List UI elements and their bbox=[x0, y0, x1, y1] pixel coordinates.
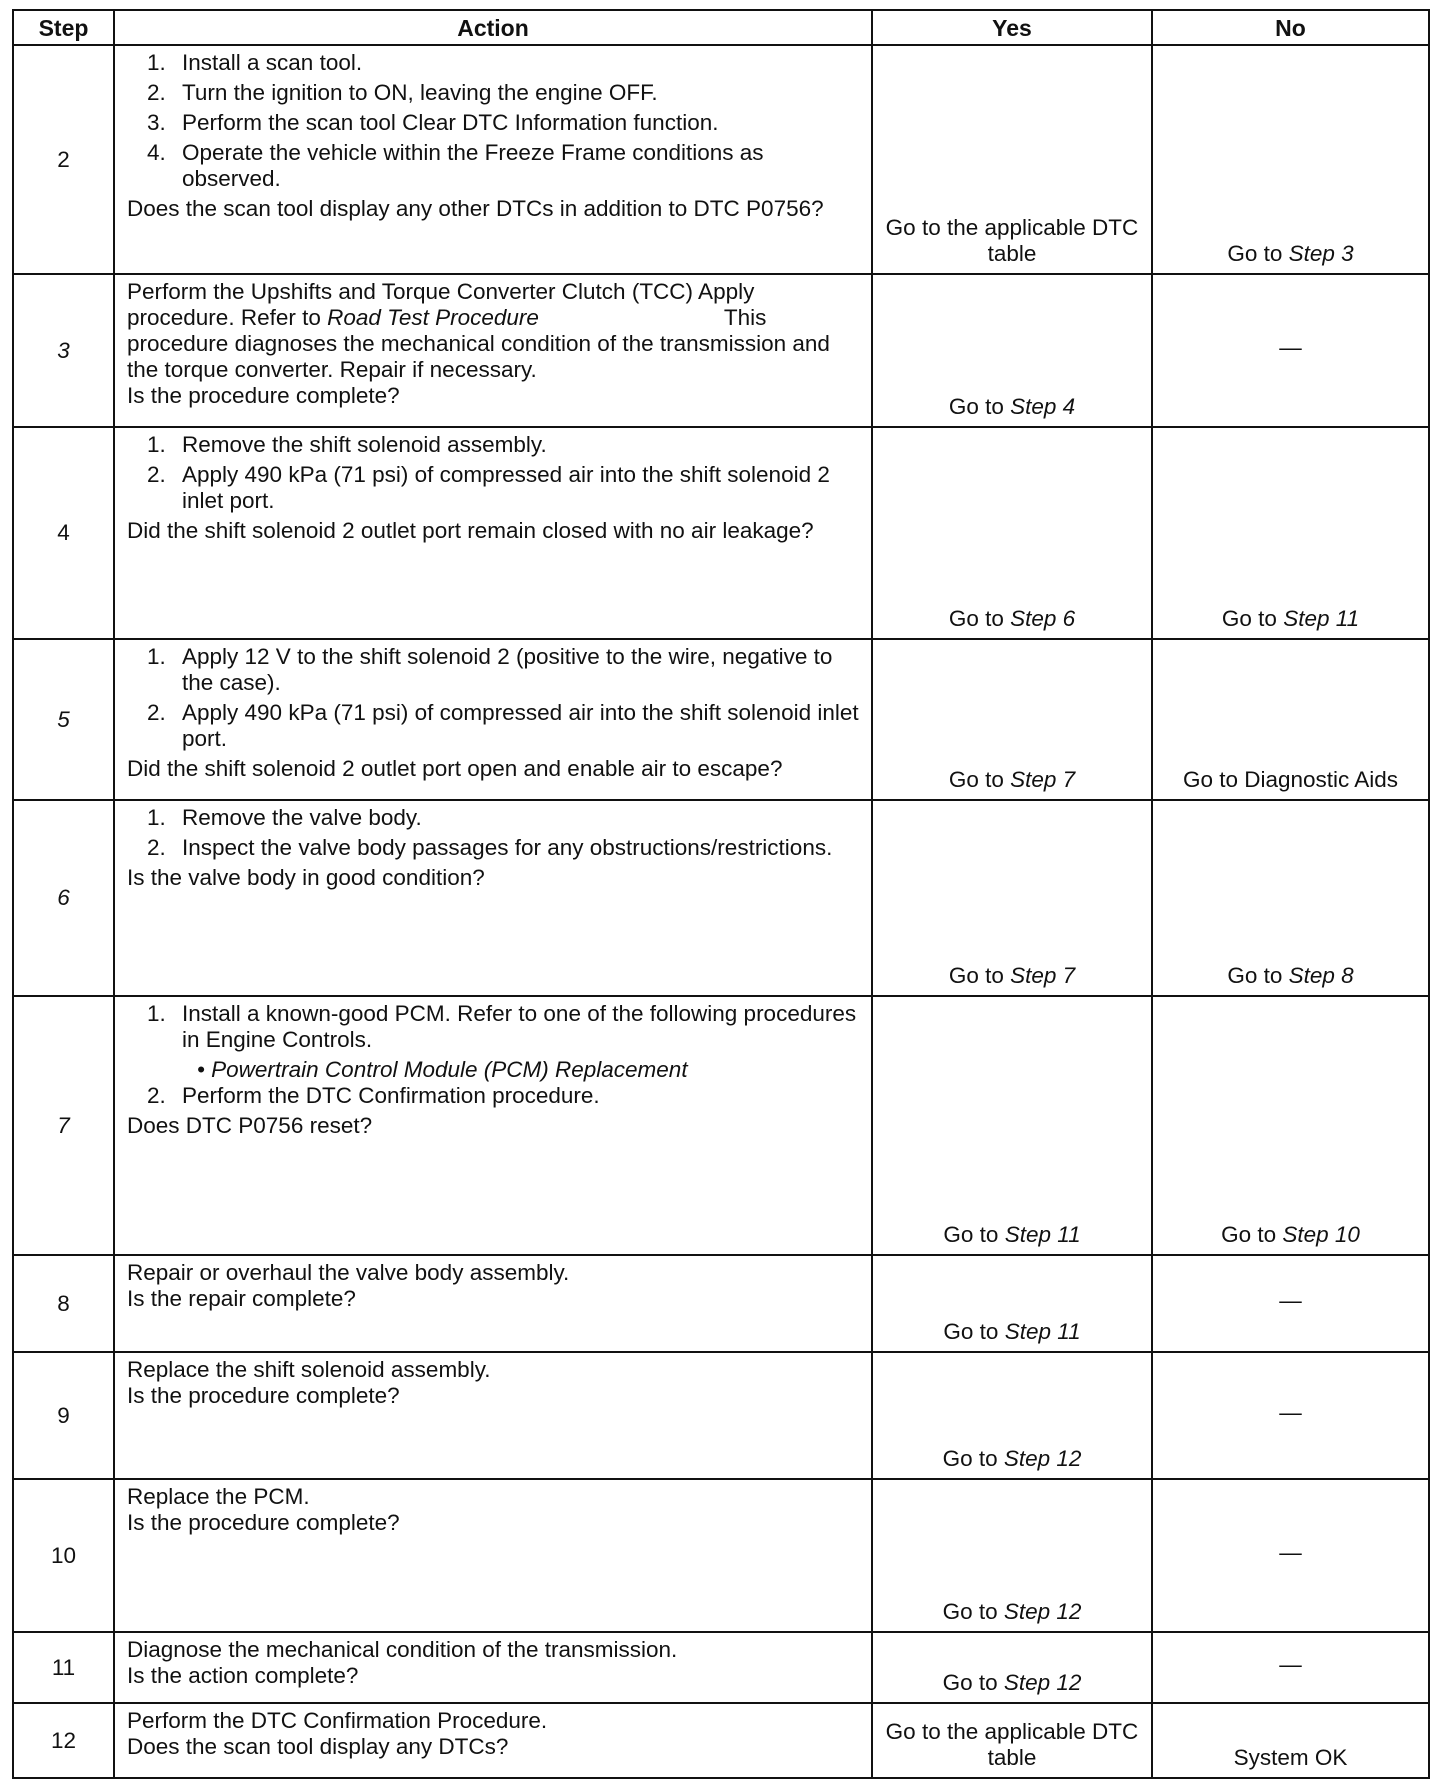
step-number: 2 bbox=[13, 45, 114, 274]
header-action: Action bbox=[114, 10, 872, 45]
yes-cell bbox=[872, 427, 1152, 639]
table-row bbox=[13, 639, 1429, 800]
road-test-link[interactable]: Road Test Procedure bbox=[327, 305, 539, 330]
table-row bbox=[13, 1352, 1429, 1479]
table-row bbox=[13, 1479, 1429, 1632]
step-number: 5 bbox=[13, 639, 114, 800]
step-number: 7 bbox=[13, 996, 114, 1255]
question: Is the repair complete? bbox=[127, 1286, 356, 1311]
question: Is the valve body in good condition? bbox=[127, 865, 485, 890]
step-link[interactable]: Step 8 bbox=[1288, 963, 1354, 988]
header-step: Step bbox=[13, 10, 114, 45]
yes-cell: Go to the applicable DTC table bbox=[872, 1703, 1152, 1778]
step-link[interactable]: Step 12 bbox=[1003, 1670, 1082, 1695]
action-cell: 1. Install a known-good PCM. Refer to one of the following procedures in Engine Controls. • Powertrain Control Module (PCM) Replacement 2. Perform the DTC Confirmation procedure. Does DTC P0756 reset? bbox=[114, 996, 872, 1255]
step-link[interactable]: Step 11 bbox=[1004, 1319, 1081, 1344]
yes-prefix: Go to bbox=[948, 767, 1011, 792]
step-link[interactable]: Step 7 bbox=[1010, 767, 1076, 792]
no-cell: — bbox=[1152, 1255, 1429, 1352]
action-text: Perform the Upshifts and Torque Converter Clutch (TCC) Apply procedure. Refer to bbox=[127, 279, 755, 330]
action-cell: 1. Remove the shift solenoid assembly. 2. Apply 490 kPa (71 psi) of compressed air into the shift solenoid 2 inlet port. Did the shift solenoid 2 outlet port remain closed with no air leakage? bbox=[114, 427, 872, 639]
question: Did the shift solenoid 2 outlet port open and enable air to escape? bbox=[127, 756, 783, 781]
step-number: 4 bbox=[13, 427, 114, 639]
action-cell bbox=[114, 1632, 872, 1703]
table-row bbox=[13, 996, 1429, 1255]
yes-prefix: Go to bbox=[943, 1222, 1005, 1247]
action-item: Apply 12 V to the shift solenoid 2 (positive to the wire, negative to the case). bbox=[182, 644, 833, 695]
header-yes: Yes bbox=[872, 10, 1152, 45]
table-row bbox=[13, 1632, 1429, 1703]
step-number: 12 bbox=[13, 1703, 114, 1778]
action-cell: 1. Apply 12 V to the shift solenoid 2 (positive to the wire, negative to the case). 2. Apply 490 kPa (71 psi) of compressed air into the shift solenoid inlet port. Did the shift solenoid 2 outlet port open and enable air to escape? bbox=[114, 639, 872, 800]
question: Is the action complete? bbox=[127, 1663, 359, 1688]
table-row bbox=[13, 427, 1429, 639]
no-prefix: Go to bbox=[1221, 1222, 1283, 1247]
action-cell bbox=[114, 1479, 872, 1632]
yes-prefix: Go to bbox=[943, 1319, 1005, 1344]
action-text: This procedure diagnoses the mechanical condition of the transmission and the torque converter. Repair if necessary. bbox=[127, 305, 830, 382]
action-item: Remove the shift solenoid assembly. bbox=[182, 432, 547, 457]
yes-prefix: Go to bbox=[948, 394, 1011, 419]
no-prefix: Go to bbox=[1227, 963, 1289, 988]
table-row bbox=[13, 1255, 1429, 1352]
header-row bbox=[13, 10, 1429, 45]
step-link[interactable]: Step 6 bbox=[1010, 606, 1076, 631]
action-cell bbox=[114, 1255, 872, 1352]
action-item: Install a scan tool. bbox=[182, 50, 363, 75]
step-link[interactable]: Step 3 bbox=[1288, 241, 1354, 266]
question: Does the scan tool display any other DTCs in addition to DTC P0756? bbox=[127, 196, 824, 221]
no-cell: — bbox=[1152, 1352, 1429, 1479]
step-number: 10 bbox=[13, 1479, 114, 1632]
step-link[interactable]: Step 11 bbox=[1283, 606, 1360, 631]
no-prefix: Go to bbox=[1221, 606, 1284, 631]
action-item: Perform the scan tool Clear DTC Information function. bbox=[182, 110, 719, 135]
action-item: Turn the ignition to ON, leaving the engine OFF. bbox=[182, 80, 658, 105]
no-cell: — bbox=[1152, 274, 1429, 427]
yes-cell bbox=[872, 274, 1152, 427]
question: Is the procedure complete? bbox=[127, 383, 400, 408]
step-number: 8 bbox=[13, 1255, 114, 1352]
step-link[interactable]: Step 4 bbox=[1010, 394, 1076, 419]
yes-cell: Go to the applicable DTC table bbox=[872, 45, 1152, 274]
step-link[interactable]: Step 12 bbox=[1003, 1446, 1082, 1471]
table-row bbox=[13, 800, 1429, 996]
action-cell bbox=[114, 274, 872, 427]
yes-prefix: Go to bbox=[942, 1670, 1004, 1695]
table-row bbox=[13, 45, 1429, 274]
step-number: 6 bbox=[13, 800, 114, 996]
action-item: Inspect the valve body passages for any obstructions/restrictions. bbox=[182, 835, 833, 860]
no-cell: — bbox=[1152, 1632, 1429, 1703]
action-cell: 1. Install a scan tool. 2. Turn the ignition to ON, leaving the engine OFF. 3. Perform the scan tool Clear DTC Information function. 4. Operate the vehicle within the Freeze Frame conditions as observed. Does the scan tool display any other DTCs in addition to DTC P0756? bbox=[114, 45, 872, 274]
diagnostic-table bbox=[12, 9, 1430, 1779]
step-number: 9 bbox=[13, 1352, 114, 1479]
action-item: Perform the DTC Confirmation procedure. bbox=[182, 1083, 600, 1108]
action-item: Apply 490 kPa (71 psi) of compressed air into the shift solenoid inlet port. bbox=[182, 700, 859, 751]
step-number: 11 bbox=[13, 1632, 114, 1703]
yes-cell bbox=[872, 1632, 1152, 1703]
no-cell bbox=[1152, 800, 1429, 996]
question: Did the shift solenoid 2 outlet port remain closed with no air leakage? bbox=[127, 518, 814, 543]
action-text: Replace the shift solenoid assembly. bbox=[127, 1357, 491, 1382]
yes-cell bbox=[872, 1352, 1152, 1479]
question: Does the scan tool display any DTCs? bbox=[127, 1734, 509, 1759]
action-text: Diagnose the mechanical condition of the transmission. bbox=[127, 1637, 678, 1662]
action-cell: 1. Remove the valve body. 2. Inspect the valve body passages for any obstructions/restrictions. Is the valve body in good condition? bbox=[114, 800, 872, 996]
question: Is the procedure complete? bbox=[127, 1510, 400, 1535]
table-row bbox=[13, 1703, 1429, 1778]
yes-prefix: Go to bbox=[942, 1599, 1004, 1624]
no-cell: — bbox=[1152, 1479, 1429, 1632]
yes-cell bbox=[872, 996, 1152, 1255]
action-item: Operate the vehicle within the Freeze Frame conditions as observed. bbox=[182, 140, 764, 191]
table-row bbox=[13, 274, 1429, 427]
no-cell bbox=[1152, 996, 1429, 1255]
yes-cell bbox=[872, 1255, 1152, 1352]
action-text: Repair or overhaul the valve body assembly. bbox=[127, 1260, 570, 1285]
pcm-replacement-link[interactable]: Powertrain Control Module (PCM) Replacement bbox=[211, 1057, 688, 1082]
no-cell bbox=[1152, 45, 1429, 274]
yes-cell bbox=[872, 639, 1152, 800]
action-text: Replace the PCM. bbox=[127, 1484, 310, 1509]
action-item: Remove the valve body. bbox=[182, 805, 422, 830]
action-item: Apply 490 kPa (71 psi) of compressed air into the shift solenoid 2 inlet port. bbox=[182, 462, 830, 513]
no-prefix: Go to bbox=[1227, 241, 1289, 266]
yes-cell bbox=[872, 800, 1152, 996]
no-cell[interactable]: Go to Diagnostic Aids bbox=[1152, 639, 1429, 800]
action-item: Install a known-good PCM. Refer to one of the following procedures in Engine Controls. bbox=[182, 1001, 857, 1052]
yes-cell bbox=[872, 1479, 1152, 1632]
step-link[interactable]: Step 12 bbox=[1003, 1599, 1082, 1624]
bullet-item[interactable]: • Powertrain Control Module (PCM) Replacement bbox=[197, 1057, 688, 1082]
yes-prefix: Go to bbox=[948, 963, 1011, 988]
action-text: Perform the DTC Confirmation Procedure. bbox=[127, 1708, 548, 1733]
yes-prefix: Go to bbox=[948, 606, 1011, 631]
step-link[interactable]: Step 11 bbox=[1004, 1222, 1081, 1247]
question: Is the procedure complete? bbox=[127, 1383, 400, 1408]
action-cell bbox=[114, 1703, 872, 1778]
no-cell bbox=[1152, 427, 1429, 639]
step-number: 3 bbox=[13, 274, 114, 427]
action-cell bbox=[114, 1352, 872, 1479]
yes-prefix: Go to bbox=[942, 1446, 1004, 1471]
no-cell: System OK bbox=[1152, 1703, 1429, 1778]
step-link[interactable]: Step 7 bbox=[1010, 963, 1076, 988]
question: Does DTC P0756 reset? bbox=[127, 1113, 373, 1138]
header-no: No bbox=[1152, 10, 1429, 45]
step-link[interactable]: Step 10 bbox=[1282, 1222, 1360, 1247]
